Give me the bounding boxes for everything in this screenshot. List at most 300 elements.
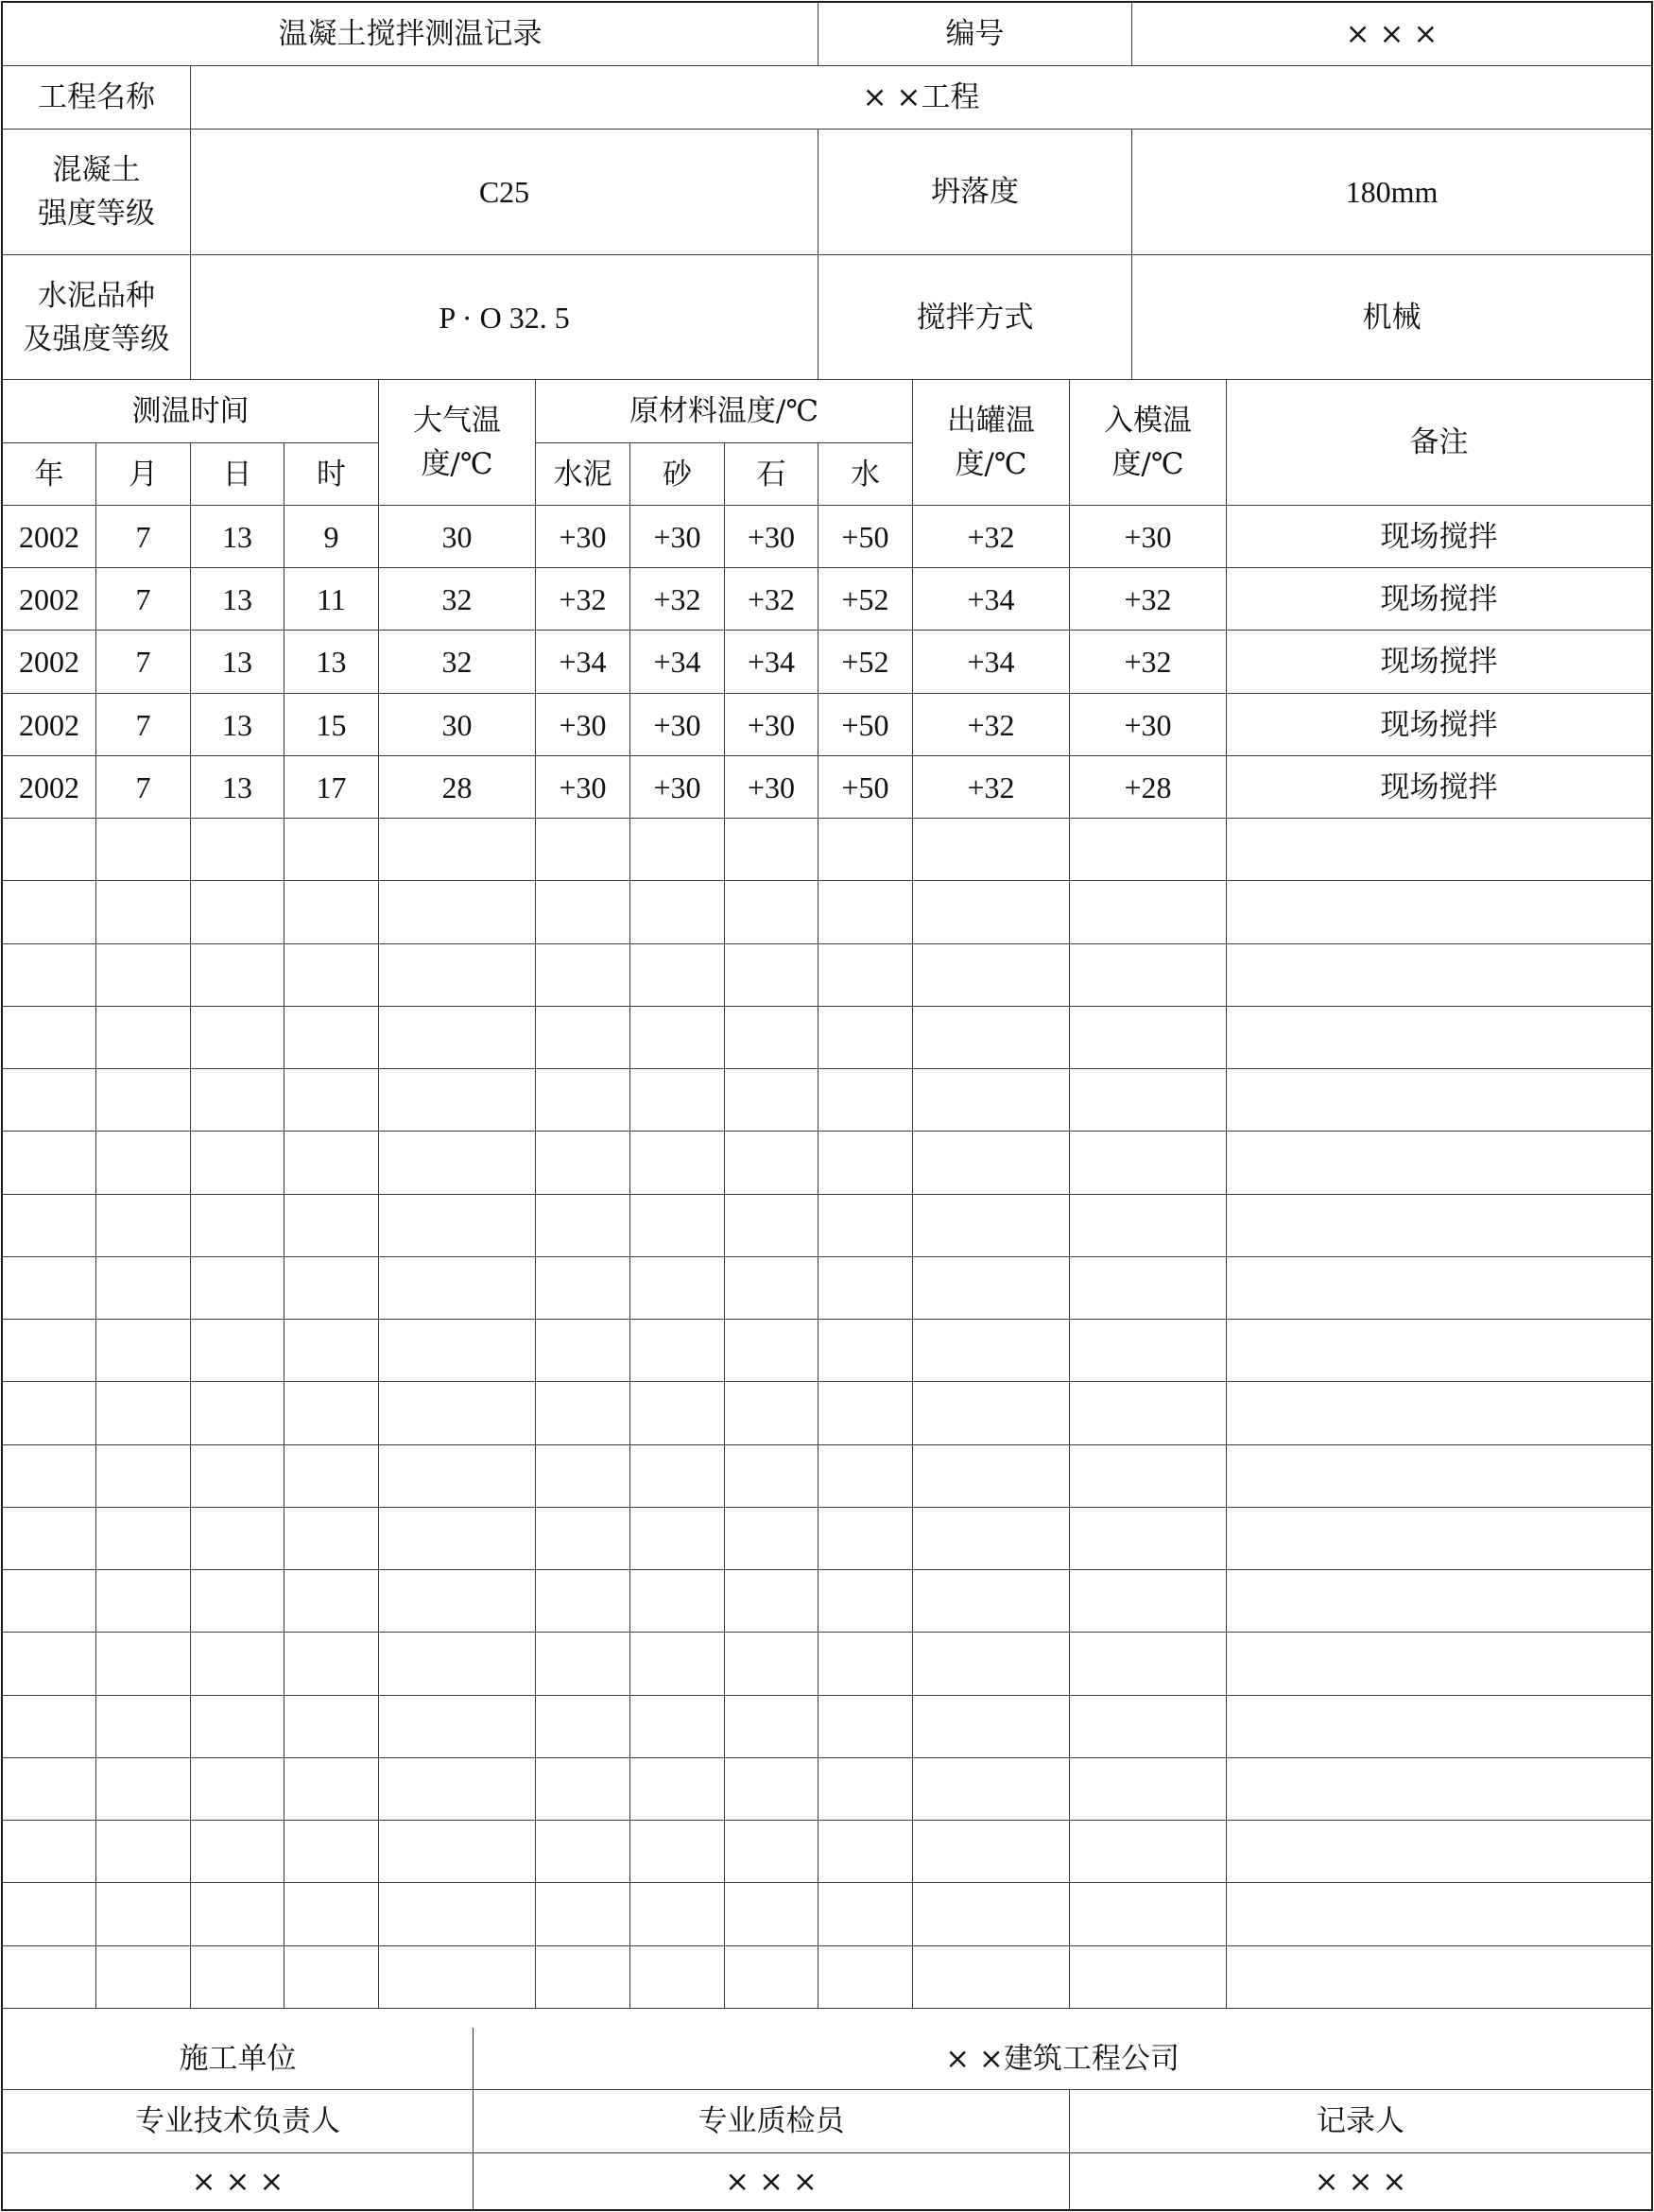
empty-cell [913,1633,1070,1696]
empty-cell [191,1382,284,1445]
empty-cell [3,1570,96,1633]
empty-cell [913,1195,1070,1257]
table-cell: +32 [1070,568,1227,631]
table-cell: +30 [630,756,725,819]
empty-cell [536,1946,630,2009]
table-cell: 17 [284,756,379,819]
empty-cell [913,1257,1070,1320]
empty-cell [3,819,96,881]
empty-cell [284,1069,379,1132]
empty-cell [96,1445,191,1508]
empty-cell [536,1320,630,1382]
empty-cell [913,944,1070,1007]
col-mold-temp: 入模温 度/℃ [1070,380,1227,506]
empty-cell [3,1382,96,1445]
table-cell: 7 [96,506,191,568]
empty-cell [536,1382,630,1445]
empty-cell [379,1445,536,1508]
col-remarks: 备注 [1227,380,1651,506]
empty-cell [725,1946,818,2009]
table-cell: +32 [536,568,630,631]
empty-cell [1070,1946,1227,2009]
empty-cell [630,944,725,1007]
empty-cell [913,819,1070,881]
empty-cell [818,1382,913,1445]
empty-cell [3,1696,96,1758]
col-sand: 砂 [630,443,725,506]
empty-cell [818,881,913,944]
table-cell: +32 [630,568,725,631]
empty-cell [1070,1508,1227,1570]
empty-cell [536,1195,630,1257]
empty-cell [96,1633,191,1696]
empty-cell [536,1069,630,1132]
table-cell: 现场搅拌 [1227,568,1651,631]
slump-label: 坍落度 [818,130,1132,255]
empty-cell [818,1696,913,1758]
empty-cell [630,1883,725,1946]
table-cell: +32 [725,568,818,631]
table-cell: +30 [536,506,630,568]
empty-cell [630,1508,725,1570]
table-cell: +30 [1070,694,1227,756]
recorder-value: × × × [1314,2164,1407,2199]
empty-cell [1227,1570,1651,1633]
empty-cell [913,1758,1070,1821]
empty-cell [191,1758,284,1821]
empty-cell [379,1007,536,1069]
mixing-method-label: 搅拌方式 [818,255,1132,380]
empty-cell [536,1508,630,1570]
empty-cell [3,1132,96,1195]
empty-cell [1227,1758,1651,1821]
table-cell: 30 [379,506,536,568]
col-hour: 时 [284,443,379,506]
empty-cell [725,1633,818,1696]
empty-cell [913,881,1070,944]
empty-cell [96,1821,191,1883]
table-cell: 现场搅拌 [1227,694,1651,756]
table-cell: 9 [284,506,379,568]
project-name-label: 工程名称 [3,66,191,130]
empty-cell [96,1382,191,1445]
col-month: 月 [96,443,191,506]
empty-cell [536,1132,630,1195]
empty-cell [818,1758,913,1821]
empty-cell [191,881,284,944]
empty-cell [536,1696,630,1758]
empty-cell [96,1883,191,1946]
empty-cell [1227,1257,1651,1320]
empty-cell [379,1946,536,2009]
empty-cell [725,819,818,881]
empty-cell [191,1069,284,1132]
empty-cell [284,1508,379,1570]
empty-cell [818,1633,913,1696]
empty-cell [3,944,96,1007]
empty-cell [1227,1382,1651,1445]
empty-cell [96,1696,191,1758]
empty-cell [3,1946,96,2009]
empty-cell [913,1883,1070,1946]
table-cell: 13 [191,631,284,694]
empty-cell [818,1320,913,1382]
empty-cell [725,1382,818,1445]
number-label: 编号 [818,3,1132,66]
table-cell: 现场搅拌 [1227,506,1651,568]
qc-inspector-value: × × × [474,2153,1070,2209]
empty-cell [284,1758,379,1821]
empty-cell [536,1821,630,1883]
empty-cell [191,1946,284,2009]
empty-cell [1070,1570,1227,1633]
empty-cell [96,1257,191,1320]
empty-cell [630,1069,725,1132]
empty-cell [1227,1320,1651,1382]
construction-unit-label: 施工单位 [3,2028,474,2090]
empty-cell [818,1821,913,1883]
empty-cell [191,819,284,881]
empty-cell [818,819,913,881]
empty-cell [1070,944,1227,1007]
empty-cell [1070,1382,1227,1445]
empty-cell [191,1320,284,1382]
table-cell: 13 [191,568,284,631]
empty-cell [191,1508,284,1570]
empty-cell [725,1758,818,1821]
empty-cell [630,1570,725,1633]
col-out-temp: 出罐温 度/℃ [913,380,1070,506]
table-cell: 32 [379,631,536,694]
empty-cell [379,1758,536,1821]
empty-cell [379,1382,536,1445]
empty-cell [1227,1195,1651,1257]
empty-cell [1227,1633,1651,1696]
empty-cell [1227,1069,1651,1132]
empty-cell [379,819,536,881]
table-cell: +52 [818,568,913,631]
empty-cell [96,1758,191,1821]
col-stone: 石 [725,443,818,506]
empty-cell [191,1195,284,1257]
empty-cell [630,1382,725,1445]
concrete-grade-label: 混凝土 强度等级 [3,130,191,255]
empty-cell [1070,1696,1227,1758]
empty-cell [379,1883,536,1946]
empty-cell [913,1570,1070,1633]
table-cell: +52 [818,631,913,694]
construction-unit-value: × ×建筑工程公司 [474,2028,1651,2090]
empty-cell [913,1821,1070,1883]
table-cell: 现场搅拌 [1227,756,1651,819]
empty-cell [913,1069,1070,1132]
empty-cell [1070,819,1227,881]
empty-cell [284,944,379,1007]
slump-value: 180mm [1132,130,1651,255]
empty-cell [630,1633,725,1696]
empty-cell [3,1758,96,1821]
tech-lead-label: 专业技术负责人 [3,2090,474,2153]
empty-cell [1227,1007,1651,1069]
empty-cell [818,1570,913,1633]
empty-cell [818,1007,913,1069]
empty-cell [1070,1132,1227,1195]
table-cell: 2002 [3,694,96,756]
mixing-method-value: 机械 [1132,255,1651,380]
empty-cell [1070,1007,1227,1069]
empty-cell [284,1257,379,1320]
empty-cell [536,881,630,944]
empty-cell [725,1508,818,1570]
empty-cell [725,1007,818,1069]
empty-cell [96,881,191,944]
empty-cell [725,1069,818,1132]
empty-cell [379,944,536,1007]
empty-cell [1070,1445,1227,1508]
empty-cell [818,1132,913,1195]
empty-cell [725,881,818,944]
empty-cell [725,944,818,1007]
empty-cell [536,1633,630,1696]
table-cell: +30 [1070,506,1227,568]
empty-cell [818,1195,913,1257]
empty-cell [725,1195,818,1257]
empty-cell [818,1257,913,1320]
empty-cell [818,1445,913,1508]
table-cell: 28 [379,756,536,819]
table-cell: 13 [191,694,284,756]
empty-cell [1070,1758,1227,1821]
table-cell: 30 [379,694,536,756]
empty-cell [3,1069,96,1132]
empty-cell [536,1007,630,1069]
empty-cell [96,1069,191,1132]
empty-cell [1227,1883,1651,1946]
empty-cell [1070,1257,1227,1320]
empty-cell [1070,1821,1227,1883]
empty-cell [191,1007,284,1069]
empty-cell [536,1257,630,1320]
empty-cell [191,1257,284,1320]
empty-cell [191,944,284,1007]
empty-cell [913,1382,1070,1445]
empty-cell [725,1696,818,1758]
table-cell: +34 [913,568,1070,631]
project-name-value: × ×工程 [191,66,1651,130]
empty-cell [284,819,379,881]
empty-cell [818,1883,913,1946]
table-cell: 7 [96,756,191,819]
table-cell: 32 [379,568,536,631]
table-cell: 2002 [3,631,96,694]
empty-cell [191,1821,284,1883]
empty-cell [284,1633,379,1696]
empty-cell [1070,1633,1227,1696]
empty-cell [536,1570,630,1633]
table-cell: 2002 [3,506,96,568]
empty-cell [379,1821,536,1883]
empty-cell [725,1445,818,1508]
empty-cell [191,1445,284,1508]
empty-cell [284,1382,379,1445]
empty-cell [96,1132,191,1195]
empty-cell [191,1883,284,1946]
col-air-temp: 大气温 度/℃ [379,380,536,506]
table-cell: +30 [725,756,818,819]
empty-cell [536,1883,630,1946]
empty-cell [536,819,630,881]
table-cell: 7 [96,631,191,694]
empty-cell [1070,1069,1227,1132]
empty-cell [3,1445,96,1508]
empty-cell [191,1696,284,1758]
empty-cell [630,1320,725,1382]
table-cell: 2002 [3,568,96,631]
table-cell: 7 [96,568,191,631]
empty-cell [379,1069,536,1132]
empty-cell [3,1883,96,1946]
empty-cell [3,1257,96,1320]
table-cell: +34 [913,631,1070,694]
table-cell: 13 [191,506,284,568]
empty-cell [630,1132,725,1195]
empty-cell [3,1320,96,1382]
empty-cell [913,1508,1070,1570]
table-cell: 7 [96,694,191,756]
empty-cell [630,1696,725,1758]
empty-cell [1227,944,1651,1007]
table-cell: 11 [284,568,379,631]
table-cell: 13 [284,631,379,694]
empty-cell [379,881,536,944]
empty-cell [96,1946,191,2009]
table-cell: +50 [818,694,913,756]
empty-cell [191,1132,284,1195]
empty-cell [1227,1821,1651,1883]
col-cement: 水泥 [536,443,630,506]
empty-cell [913,1445,1070,1508]
table-cell: +30 [536,694,630,756]
table-cell: +50 [818,756,913,819]
empty-cell [1227,881,1651,944]
empty-cell [191,1633,284,1696]
empty-cell [913,1007,1070,1069]
empty-cell [379,1508,536,1570]
table-cell: +32 [1070,631,1227,694]
empty-cell [630,881,725,944]
empty-cell [536,1445,630,1508]
col-group-material-temp: 原材料温度/℃ [536,380,913,443]
empty-cell [284,1445,379,1508]
table-cell: +32 [913,756,1070,819]
recorder-label: 记录人 [1070,2090,1651,2153]
empty-cell [3,1508,96,1570]
col-year: 年 [3,443,96,506]
table-cell: +50 [818,506,913,568]
empty-cell [913,1696,1070,1758]
empty-cell [284,1007,379,1069]
empty-cell [284,1696,379,1758]
form-title: 温凝土搅拌测温记录 [3,3,818,66]
col-water: 水 [818,443,913,506]
cement-type-value: P · O 32. 5 [191,255,818,380]
empty-cell [284,881,379,944]
empty-cell [284,1320,379,1382]
concrete-temperature-record-form [1,1,1653,2211]
empty-cell [284,1570,379,1633]
empty-cell [818,944,913,1007]
empty-cell [913,1132,1070,1195]
empty-cell [725,1320,818,1382]
empty-cell [379,1132,536,1195]
empty-cell [818,1946,913,2009]
table-cell: +28 [1070,756,1227,819]
table-cell: +34 [630,631,725,694]
empty-cell [725,1570,818,1633]
tech-lead-value: × × × [3,2153,474,2209]
empty-cell [96,1007,191,1069]
table-cell: +30 [725,506,818,568]
empty-cell [913,1946,1070,2009]
table-cell: 2002 [3,756,96,819]
table-cell: 13 [191,756,284,819]
table-cell: +32 [913,506,1070,568]
cement-type-label: 水泥品种 及强度等级 [3,255,191,380]
empty-cell [284,1132,379,1195]
empty-cell [96,944,191,1007]
empty-cell [1070,1883,1227,1946]
empty-cell [284,1946,379,2009]
empty-cell [725,1821,818,1883]
empty-cell [630,819,725,881]
empty-cell [630,1195,725,1257]
empty-cell [96,1570,191,1633]
concrete-grade-value: C25 [191,130,818,255]
empty-cell [3,1821,96,1883]
col-group-measure-time: 测温时间 [3,380,379,443]
empty-cell [379,1570,536,1633]
empty-cell [3,1007,96,1069]
table-cell: +30 [630,694,725,756]
empty-cell [3,881,96,944]
empty-cell [3,1195,96,1257]
empty-cell [630,1758,725,1821]
empty-cell [1227,1132,1651,1195]
empty-cell [630,1257,725,1320]
empty-cell [818,1069,913,1132]
table-cell: +30 [725,694,818,756]
empty-cell [1227,1946,1651,2009]
empty-cell [3,1633,96,1696]
empty-cell [284,1883,379,1946]
empty-cell [96,1320,191,1382]
empty-cell [1227,1445,1651,1508]
empty-cell [379,1320,536,1382]
empty-cell [725,1132,818,1195]
empty-cell [1227,819,1651,881]
empty-cell [96,1195,191,1257]
empty-cell [379,1257,536,1320]
empty-cell [536,944,630,1007]
empty-cell [379,1633,536,1696]
empty-cell [1070,1320,1227,1382]
empty-cell [536,1758,630,1821]
empty-cell [725,1883,818,1946]
empty-cell [630,1946,725,2009]
qc-inspector-label: 专业质检员 [474,2090,1070,2153]
table-cell: 现场搅拌 [1227,631,1651,694]
empty-cell [630,1445,725,1508]
